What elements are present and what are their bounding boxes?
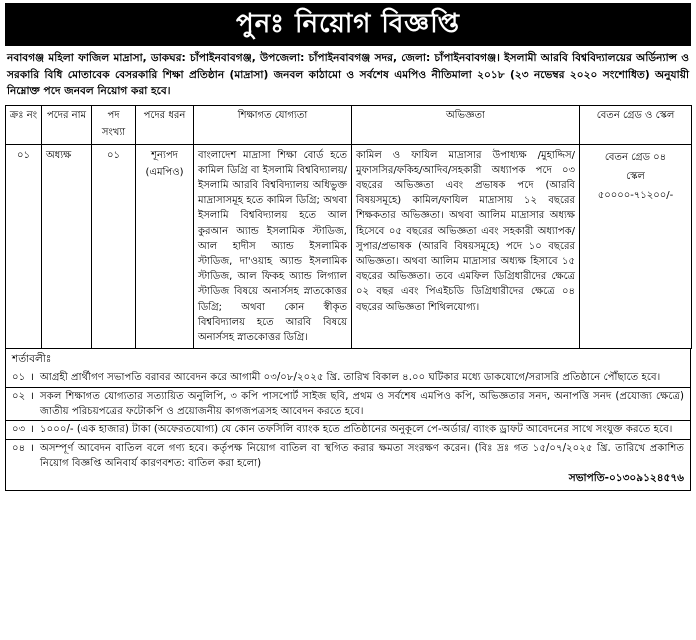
condition-text: সকল শিক্ষাগত যোগ্যতার সত্যায়িত অনুলিপি, ৩ কপি পাসপোর্ট সাইজ ছবি, প্রথম ও সর্বশেষ এমপিও কপি, অভিজ্ঞতার সনদ, অনাপত্তি সনদ (প্রযোজ্য ক্ষেত্রে) জাতীয় পরিচয়পত্রের ফটোকপি ও প্রয়োজনীয় কাগজপত্রসহ আবেদন করতে হবে। — [40, 390, 684, 417]
contact-line: সভাপতি-০১৩০৯১২৪৫৭৬ — [568, 471, 684, 484]
header-experience: অভিজ্ঞতা — [352, 105, 580, 144]
condition-number: ০৪ — [12, 442, 26, 454]
row-count: ০১ — [92, 144, 136, 349]
intro-paragraph: নবাবগঞ্জ মহিলা ফাজিল মাদ্রাসা, ডাকঘর: চাঁপাইনবাবগঞ্জ, উপজেলা: চাঁপাইনবাবগঞ্জ সদর, জেলা: চাঁপাইনবাবগঞ্জ। ইসলামী আরবি বিশ্ববিদ্যালয়ের অর্ডিন্যান্স ও সরকারি বিধি মোতাবেক বেসরকারি শিক্ষা প্রতিষ্ঠান (মাদ্রাসা) জনবল কাঠামো ও সর্বশেষ এমপিও নীতিমালা ২০১৮ (২৩ নভেম্বর ২০২০ সংশোধিত) অনুযায়ী নিম্নোক্ত পদে জনবল নিয়োগ করা হবে। — [7, 52, 689, 97]
condition-text: আগ্রহী প্রার্থীগণ সভাপতি বরাবর আবেদন করে আগামী ০৩/০৮/২০২৫ খ্রি. তারিখ বিকাল ৪.০০ ঘটিকার মধ্যে ডাকযোগে/সরাসরি প্রতিষ্ঠানে পৌঁছাতে হবে। — [40, 372, 661, 384]
row-type: শূন্যপদ (এমপিও) — [136, 144, 194, 349]
condition-number: ০২ — [12, 390, 26, 402]
row-salary — [580, 144, 692, 349]
condition-number: ০৩ — [12, 424, 26, 436]
salary-scale-label: স্কেল — [626, 170, 645, 182]
header-count: পদ সংখ্যা — [92, 105, 136, 144]
condition-number: ০১ — [12, 372, 26, 384]
condition-item: ০৩ । ১০০০/- (এক হাজার) টাকা (অফেরতযোগ্য) যে কোন তফসিলি ব্যাংক হতে প্রতিষ্ঠানের অনুকূলে পে-অর্ডার/ ব্যাংক ড্রাফট আবেদনের সাথে সংযুক্ত করতে হবে। — [12, 422, 684, 437]
header-education: শিক্ষাগত যোগ্যতা — [194, 105, 352, 144]
header-serial: ক্রঃ নং — [6, 105, 42, 144]
condition-item: ০৪ । অসম্পূর্ণ আবেদন বাতিল বলে গণ্য হবে। কর্তৃপক্ষ নিয়োগ বাতিল বা স্থগিত করার ক্ষমতা সংরক্ষণ করেন। (বিঃ দ্রঃ গত ১৫/০৭/২০২৫ খ্রি. তারিখে প্রকাশিত নিয়োগ বিজ্ঞপ্তি অনিবার্য কারণবশত: বাতিল করা হলো) — [12, 441, 684, 472]
row-experience: কামিল ও ফাযিল মাদ্রাসার উপাধ্যক্ষ /মুহাদ্দিস/মুফাসসির/ফকিহ/আদিব/সহকারী অধ্যাপক পদে ০৩ বছরের অভিজ্ঞতা এবং প্রভাষক পদে (আরবি বিষয়সমূহে) কামিল/ফাযিল মাদ্রাসায় ১২ বছরের শিক্ষকতার অভিজ্ঞতা। অথবা আলিম মাদ্রাসার অধ্যক্ষ হিসেবে ০৫ বছরের অভিজ্ঞতা এবং সহকারী অধ্যাপক/সুপার/প্রভাষক (আরবি বিষয়সমূহে) পদে ১০ বছরের অভিজ্ঞতা। অথবা আলিম মাদ্রাসার অধ্যক্ষ হিসাবে ১৫ বছরের অভিজ্ঞতা। তবে এমফিল ডিগ্রিধারীদের ক্ষেত্রে ০২ বছর এবং পিএইচডি ডিগ্রিধারীদের ক্ষেত্রে ০৪ বছরের অভিজ্ঞতা শিথিলযোগ্য। — [352, 144, 580, 349]
posts-table — [5, 105, 692, 350]
row-post: অধ্যক্ষ — [42, 144, 92, 349]
header-post: পদের নাম — [42, 105, 92, 144]
table-header-row — [6, 105, 692, 144]
notice-title: পুনঃ নিয়োগ বিজ্ঞপ্তি — [5, 3, 691, 46]
row-education: বাংলাদেশ মাদ্রাসা শিক্ষা বোর্ড হতে কামিল ডিগ্রি বা ইসলামি বিশ্ববিদ্যালয়/ইসলামি আরবি বিশ্ববিদ্যালয় অধিভুক্ত মাদ্রাসাসমূহ হতে কামিল ডিগ্রি; অথবা ইসলামি বিশ্ববিদ্যালয় হতে আল কুরআন অ্যান্ড ইসলামিক স্টাডিজ, আল হাদীস অ্যান্ড ইসলামিক স্টাডিজ, দা'ওয়াহ অ্যান্ড ইসলামিক স্টাডিজ, আল ফিকহ অ্যান্ড লিগ্যাল স্টাডিজ বিষয়ে অনার্সসহ স্নাতকোত্তর ডিগ্রি; অথবা কোন স্বীকৃত বিশ্ববিদ্যালয় হতে আরবি বিষয়ে অনার্সসহ স্নাতকোত্তর ডিগ্রি। — [194, 144, 352, 349]
condition-item: ০১ । আগ্রহী প্রার্থীগণ সভাপতি বরাবর আবেদন করে আগামী ০৩/০৮/২০২৫ খ্রি. তারিখ বিকাল ৪.০০ ঘটিকার মধ্যে ডাকযোগে/সরাসরি প্রতিষ্ঠানে পৌঁছাতে হবে। — [12, 370, 684, 385]
condition-text: অসম্পূর্ণ আবেদন বাতিল বলে গণ্য হবে। কর্তৃপক্ষ নিয়োগ বাতিল বা স্থগিত করার ক্ষমতা সংরক্ষণ করেন। (বিঃ দ্রঃ গত ১৫/০৭/২০২৫ খ্রি. তারিখে প্রকাশিত নিয়োগ বিজ্ঞপ্তি অনিবার্য কারণবশত: বাতিল করা হলো) — [40, 442, 684, 470]
condition-item: ০২ । সকল শিক্ষাগত যোগ্যতার সত্যায়িত অনুলিপি, ৩ কপি পাসপোর্ট সাইজ ছবি, প্রথম ও সর্বশেষ এমপিও কপি, অভিজ্ঞতার সনদ, অনাপত্তি সনদ (প্রযোজ্য ক্ষেত্রে) জাতীয় পরিচয়পত্রের ফটোকপি ও প্রয়োজনীয় কাগজপত্রসহ আবেদন করতে হবে। — [12, 389, 684, 420]
divider — [6, 420, 690, 421]
header-salary: বেতন গ্রেড ও স্কেল — [580, 105, 692, 144]
salary-grade: বেতন গ্রেড ০৪ — [604, 151, 667, 163]
divider — [6, 439, 690, 440]
salary-scale: ৫০০০০-৭১২০০/- — [597, 189, 674, 201]
row-serial: ০১ — [6, 144, 42, 349]
table-row — [6, 144, 692, 349]
header-type: পদের ধরন — [136, 105, 194, 144]
condition-text: ১০০০/- (এক হাজার) টাকা (অফেরতযোগ্য) যে কোন তফসিলি ব্যাংক হতে প্রতিষ্ঠানের অনুকূলে পে-অর্ডার/ ব্যাংক ড্রাফট আবেদনের সাথে সংযুক্ত করতে হবে। — [40, 424, 673, 436]
divider — [6, 387, 690, 388]
conditions-box — [5, 349, 691, 490]
conditions-title: শর্তাবলীঃ — [12, 353, 52, 366]
